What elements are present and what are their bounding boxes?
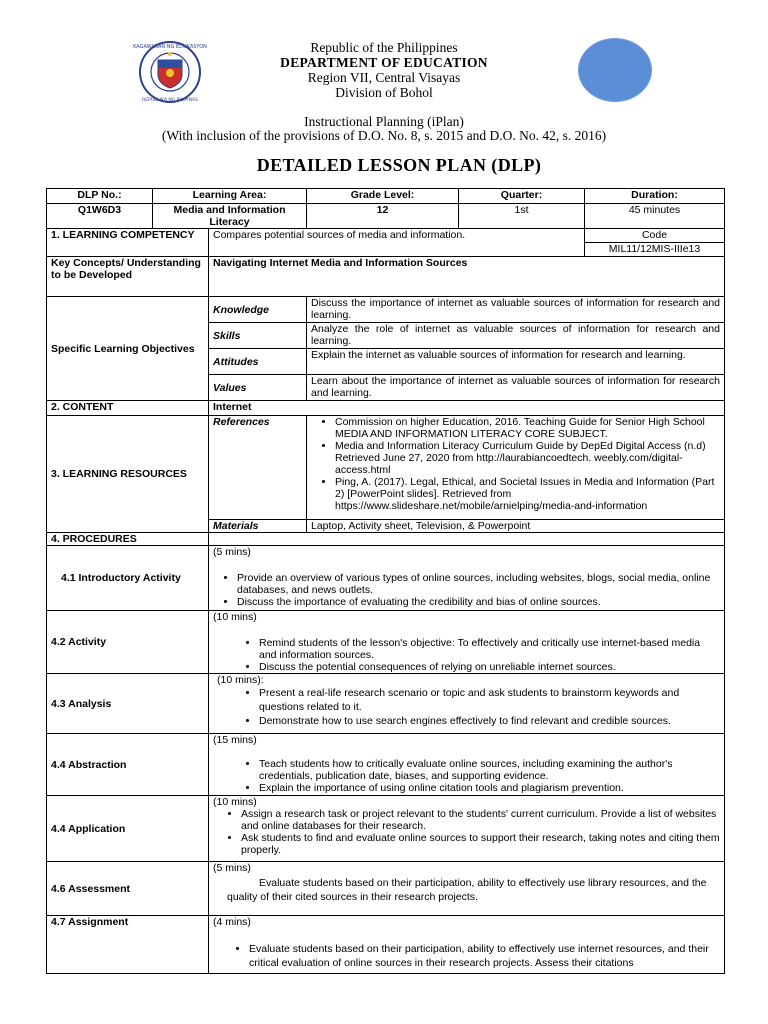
analysis-time: (10 mins):: [217, 674, 264, 686]
provisions-line: (With inclusion of the provisions of D.O. No. 8, s. 2015 and D.O. No. 42, s. 2016): [161, 128, 607, 143]
content-row: [47, 401, 725, 416]
knowledge-label: Knowledge: [209, 297, 307, 323]
competency-text: Compares potential sources of media and information.: [209, 229, 585, 257]
materials-label: Materials: [209, 520, 307, 533]
references-cell: [307, 416, 725, 520]
info-values-row: [47, 204, 725, 229]
intro-activity-time: (5 mins): [213, 546, 251, 558]
iplan-line: Instructional Planning (iPlan): [304, 114, 464, 129]
attitudes-label: Attitudes: [209, 349, 307, 375]
learning-area-value: Media and Information Literacy: [153, 204, 307, 229]
intro-activity-label: 4.1 Introductory Activity: [47, 546, 209, 611]
assignment-label: 4.7 Assignment: [47, 916, 209, 974]
references-row: [47, 416, 725, 520]
intro-activity-item: • Discuss the importance of evaluating the credibility and bias of online sources.: [237, 596, 720, 608]
content-label: 2. CONTENT: [47, 401, 209, 416]
key-concepts-label: Key Concepts/ Understanding to be Developed: [47, 257, 209, 297]
values-label: Values: [209, 375, 307, 401]
code-label: Code: [585, 229, 725, 243]
reference-item: • Ping, A. (2017). Legal, Ethical, and Societal Issues in Media and Information (Part 2) [PowerPoint slides]. Retrieved from https://www.slideshare.net/mobile/arnielping/media-and-information: [335, 476, 720, 512]
objective-knowledge-row: [47, 297, 725, 323]
assignment-cell: [209, 916, 725, 974]
content-text: Internet: [209, 401, 725, 416]
learning-area-label: Learning Area:: [153, 189, 307, 204]
assessment-cell: [209, 862, 725, 916]
key-concepts-row: [47, 257, 725, 297]
dlp-no-value: Q1W6D3: [47, 204, 153, 229]
activity-time: (10 mins): [213, 611, 257, 623]
analysis-label: 4.3 Analysis: [47, 674, 209, 734]
code-value: MIL11/12MIS-IIIe13: [585, 243, 725, 257]
quarter-value: 1st: [459, 204, 585, 229]
assessment-label: 4.6 Assessment: [47, 862, 209, 916]
intro-activity-row: [47, 546, 725, 611]
resources-label: 3. LEARNING RESOURCES: [47, 416, 209, 533]
references-label: References: [209, 416, 307, 520]
application-label: 4.4 Application: [47, 796, 209, 862]
assessment-time: (5 mins): [213, 862, 251, 874]
seal-text-bottom: REPUBLIKA NG PILIPINAS: [142, 98, 198, 103]
skills-label: Skills: [209, 323, 307, 349]
republic-line: Republic of the Philippines: [310, 40, 458, 55]
objectives-label: Specific Learning Objectives: [47, 297, 209, 401]
department-line: DEPARTMENT OF EDUCATION: [280, 55, 488, 70]
reference-item: • Media and Information Literacy Curriculum Guide by DepEd Digital Access (n.d) Retrieved June 27, 2020 from http://laurabiancoedtech. weebly.com/digital-access.html: [335, 440, 720, 476]
competency-row: [47, 229, 725, 243]
competency-label: 1. LEARNING COMPETENCY: [47, 229, 209, 257]
quarter-label: Quarter:: [459, 189, 585, 204]
abstraction-cell: [209, 734, 725, 796]
activity-item: • Remind students of the lesson's objective: To effectively and critically use internet-based media and information sources.: [259, 637, 720, 661]
abstraction-label: 4.4 Abstraction: [47, 734, 209, 796]
analysis-cell: [209, 674, 725, 734]
analysis-item: • Present a real-life research scenario or topic and ask students to brainstorm keywords and questions related to it.: [259, 686, 720, 714]
info-header-row: [47, 189, 725, 204]
procedures-label: 4. PROCEDURES: [47, 533, 209, 546]
abstraction-item: • Teach students how to critically evaluate online sources, including examining the author's credentials, publication date, biases, and supporting evidence.: [259, 758, 720, 782]
duration-label: Duration:: [585, 189, 725, 204]
assignment-row: [47, 916, 725, 974]
abstraction-item: • Explain the importance of using online citation tools and plagiarism prevention.: [259, 782, 720, 794]
dlp-no-label: DLP No.:: [47, 189, 153, 204]
seal-text-top: KAGAWARAN NG EDUKASYON: [133, 44, 207, 50]
activity-label: 4.2 Activity: [47, 611, 209, 674]
intro-activity-cell: [209, 546, 725, 611]
region-line: Region VII, Central Visayas: [307, 70, 461, 85]
values-text: Learn about the importance of internet as valuable sources of information for research and learning.: [307, 375, 725, 401]
activity-item: • Discuss the potential consequences of relying on unreliable internet sources.: [259, 661, 720, 673]
activity-row: [47, 611, 725, 674]
application-item: • Assign a research task or project relevant to the students' current curriculum. Provide a list of websites and online databases for their research.: [241, 808, 720, 832]
grade-level-value: 12: [307, 204, 459, 229]
grade-level-label: Grade Level:: [307, 189, 459, 204]
abstraction-row: [47, 734, 725, 796]
analysis-row: [47, 674, 725, 734]
intro-activity-item: • Provide an overview of various types of online sources, including websites, blogs, social media, online databases, and news outlets.: [237, 572, 720, 596]
activity-cell: [209, 611, 725, 674]
analysis-item: • Demonstrate how to use search engines effectively to find relevant and credible sources.: [259, 714, 720, 728]
division-line: Division of Bohol: [335, 85, 433, 100]
assignment-item: • Evaluate students based on their participation, ability to effectively use internet resources, and their critical evaluation of online sources in their research projects. Assess their citations: [249, 942, 720, 970]
attitudes-text: Explain the internet as valuable sources of information for research and learning.: [307, 349, 725, 375]
abstraction-time: (15 mins): [213, 734, 257, 746]
assessment-text: Evaluate students based on their participation, ability to effectively use library resources, and the quality of their cited sources in their research projects.: [227, 877, 707, 903]
page-title: DETAILED LESSON PLAN (DLP): [256, 155, 542, 175]
assignment-time: (4 mins): [213, 916, 251, 928]
procedures-row: [47, 533, 725, 546]
procedures-blank: [209, 533, 725, 546]
skills-text: Analyze the role of internet as valuable sources of information for research and learning.: [307, 323, 725, 349]
duration-value: 45 minutes: [585, 204, 725, 229]
application-row: [47, 796, 725, 862]
application-cell: [209, 796, 725, 862]
knowledge-text: Discuss the importance of internet as valuable sources of information for research and learning.: [307, 297, 725, 323]
application-item: • Ask students to find and evaluate online sources to support their research, taking notes and citing them properly.: [241, 832, 720, 856]
lesson-plan-table: [46, 188, 725, 974]
assessment-row: [47, 862, 725, 916]
materials-text: Laptop, Activity sheet, Television, & Powerpoint: [307, 520, 725, 533]
reference-item: • Commission on higher Education, 2016. Teaching Guide for Senior High School MEDIA AND INFORMATION LITERACY CORE SUBJECT.: [335, 416, 720, 440]
key-concepts-text: Navigating Internet Media and Information Sources: [209, 257, 725, 297]
application-time: (10 mins): [213, 796, 257, 808]
